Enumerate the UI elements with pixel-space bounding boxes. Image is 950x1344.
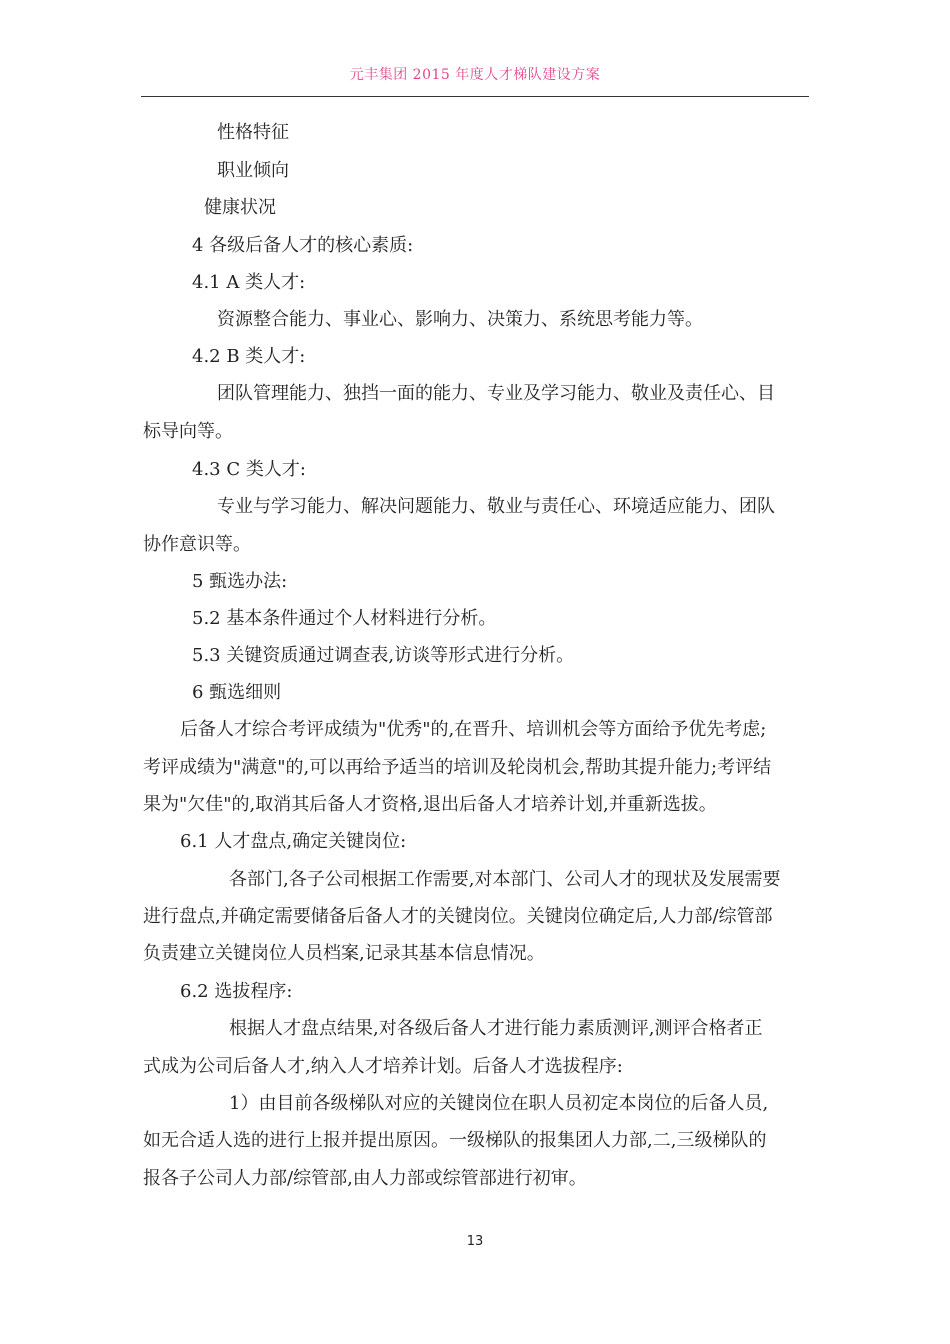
subsection-heading: 4.3 C 类人才:	[192, 459, 306, 480]
text-line: 负责建立关键岗位人员档案,记录其基本信息情况。	[143, 943, 545, 964]
running-header: 元丰集团 2015 年度人才梯队建设方案	[349, 67, 601, 83]
text-line: 性格特征	[217, 122, 289, 143]
text-line: 1）由目前各级梯队对应的关键岗位在职人员初定本岗位的后备人员,	[229, 1093, 769, 1114]
text-line: 5.3 关键资质通过调查表,访谈等形式进行分析。	[192, 645, 575, 666]
section-heading: 5 甄选办法:	[192, 571, 288, 592]
section-heading: 4 各级后备人才的核心素质:	[192, 235, 414, 256]
text-line: 进行盘点,并确定需要储备后备人才的关键岗位。关键岗位确定后,人力部/综管部	[143, 906, 773, 927]
text-line: 式成为公司后备人才,纳入人才培养计划。后备人才选拔程序:	[143, 1056, 623, 1077]
section-heading: 6 甄选细则	[192, 682, 282, 703]
text-line: 5.2 基本条件通过个人材料进行分析。	[192, 608, 497, 629]
text-line: 各部门,各子公司根据工作需要,对本部门、公司人才的现状及发展需要	[229, 869, 781, 890]
page-number: 13	[466, 1234, 484, 1249]
text-line: 团队管理能力、独挡一面的能力、专业及学习能力、敬业及责任心、目	[217, 383, 775, 404]
text-line: 如无合适人选的进行上报并提出原因。一级梯队的报集团人力部,二,三级梯队的	[143, 1130, 767, 1151]
text-line: 协作意识等。	[143, 534, 251, 555]
text-line: 标导向等。	[143, 421, 233, 442]
subsection-heading: 4.1 A 类人才:	[192, 272, 306, 293]
text-line: 专业与学习能力、解决问题能力、敬业与责任心、环境适应能力、团队	[217, 496, 775, 517]
text-line: 报各子公司人力部/综管部,由人力部或综管部进行初审。	[143, 1168, 587, 1189]
text-line: 考评成绩为"满意"的,可以再给予适当的培训及轮岗机会,帮助其提升能力;考评结	[143, 757, 772, 778]
header-rule	[141, 96, 809, 97]
text-line: 资源整合能力、事业心、影响力、决策力、系统思考能力等。	[217, 309, 703, 330]
text-line: 果为"欠佳"的,取消其后备人才资格,退出后备人才培养计划,并重新选拔。	[143, 794, 717, 815]
subsection-heading: 6.1 人才盘点,确定关键岗位:	[180, 831, 407, 852]
subsection-heading: 4.2 B 类人才:	[192, 346, 306, 367]
subsection-heading: 6.2 选拔程序:	[180, 981, 293, 1002]
text-line: 职业倾向	[217, 160, 289, 181]
text-line: 后备人才综合考评成绩为"优秀"的,在晋升、培训机会等方面给予优先考虑;	[180, 719, 767, 740]
text-line: 根据人才盘点结果,对各级后备人才进行能力素质测评,测评合格者正	[229, 1018, 763, 1039]
text-line: 健康状况	[204, 197, 276, 218]
